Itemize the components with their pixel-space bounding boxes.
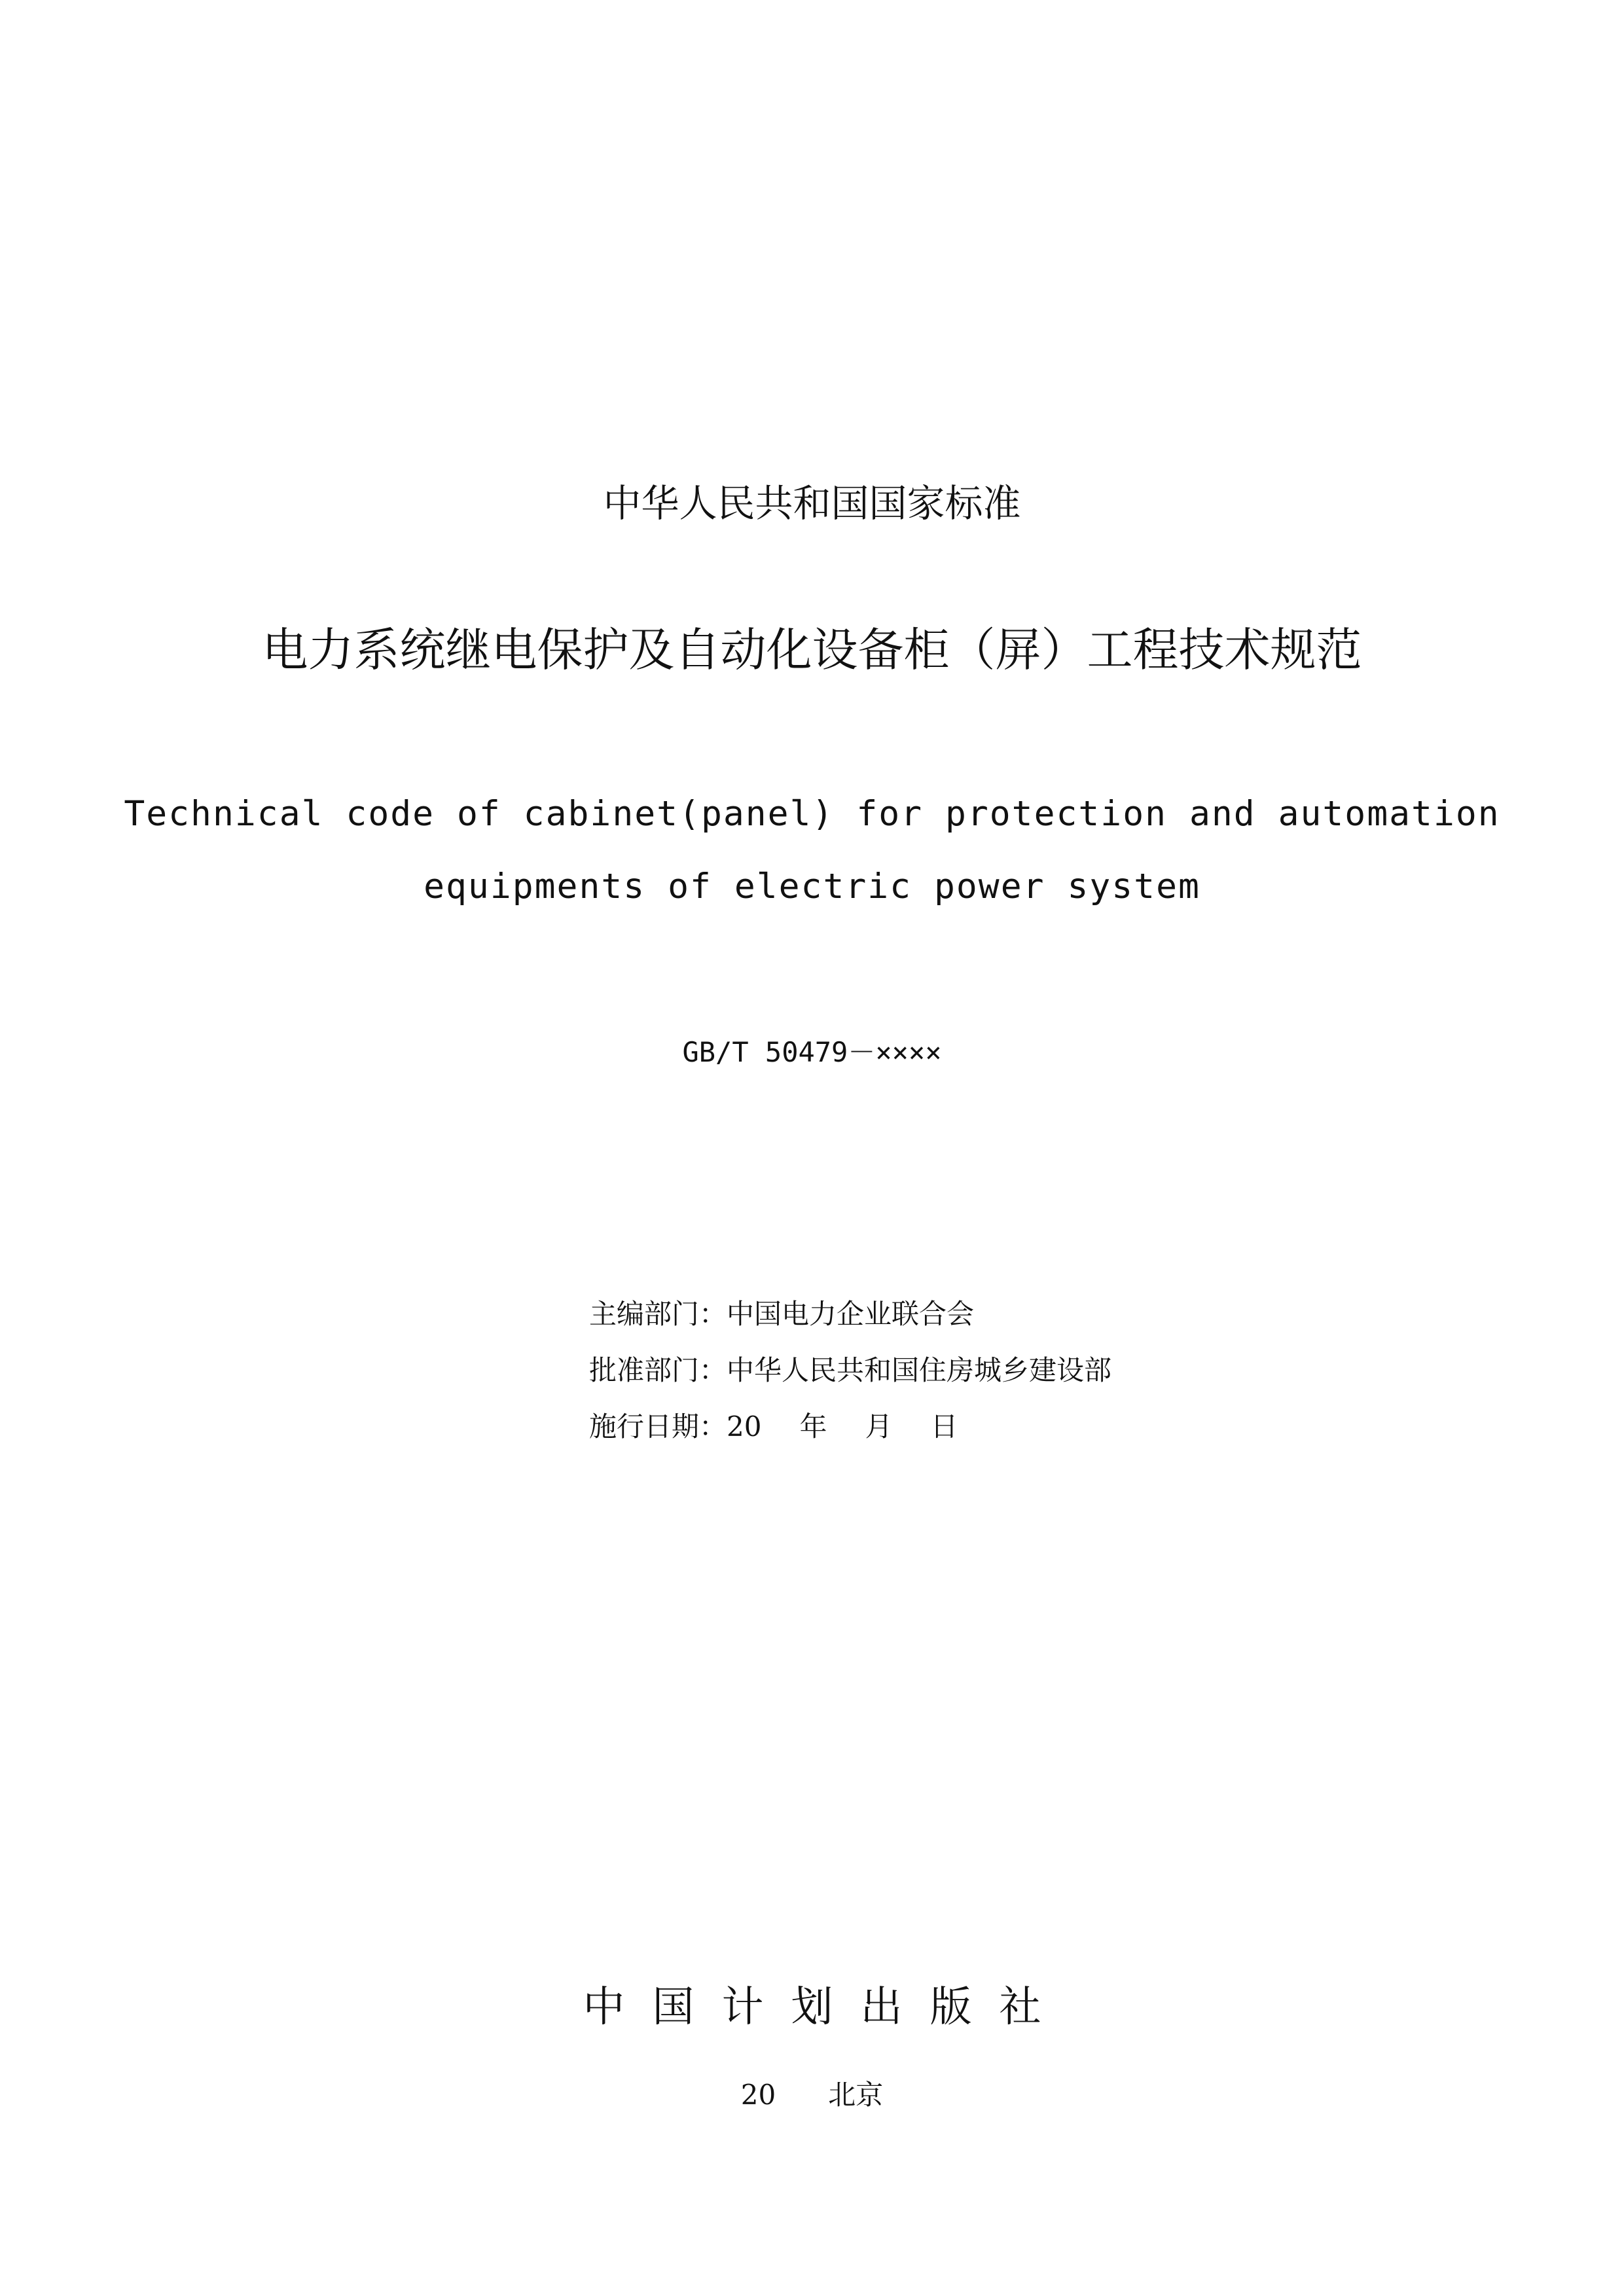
publication-city: 北京 [828,2079,884,2111]
effective-year: 20 [727,1410,762,1443]
approver-label: 批准部门： [589,1354,727,1386]
chinese-title: 电力系统继电保护及自动化设备柜（屏）工程技术规范 [262,623,1362,677]
effective-day-unit: 日 [930,1410,958,1443]
standard-code: GB/T 50479－×××× [682,1036,942,1068]
english-title-line-1: Technical code of cabinet(panel) for protection and automation [124,794,1500,834]
english-title-line-2: equipments of electric power system [424,867,1200,906]
approver-row [589,1342,1111,1399]
metadata-block [589,1286,1111,1455]
editor-row [589,1286,1111,1342]
editor-label: 主编部门： [589,1298,727,1330]
publisher-name: 中国计划出版社 [583,1983,1069,2032]
publication-year: 20 [740,2079,776,2111]
effective-date-row [589,1399,1111,1455]
editor-value: 中国电力企业联合会 [727,1298,975,1330]
approver-value: 中华人民共和国住房城乡建设部 [727,1354,1112,1386]
effective-year-unit: 年 [799,1410,827,1443]
publication-line [0,2081,1624,2109]
standard-type-heading: 中华人民共和国国家标准 [603,481,1021,526]
effective-date-label: 施行日期： [589,1410,727,1443]
effective-month-unit: 月 [865,1410,893,1443]
